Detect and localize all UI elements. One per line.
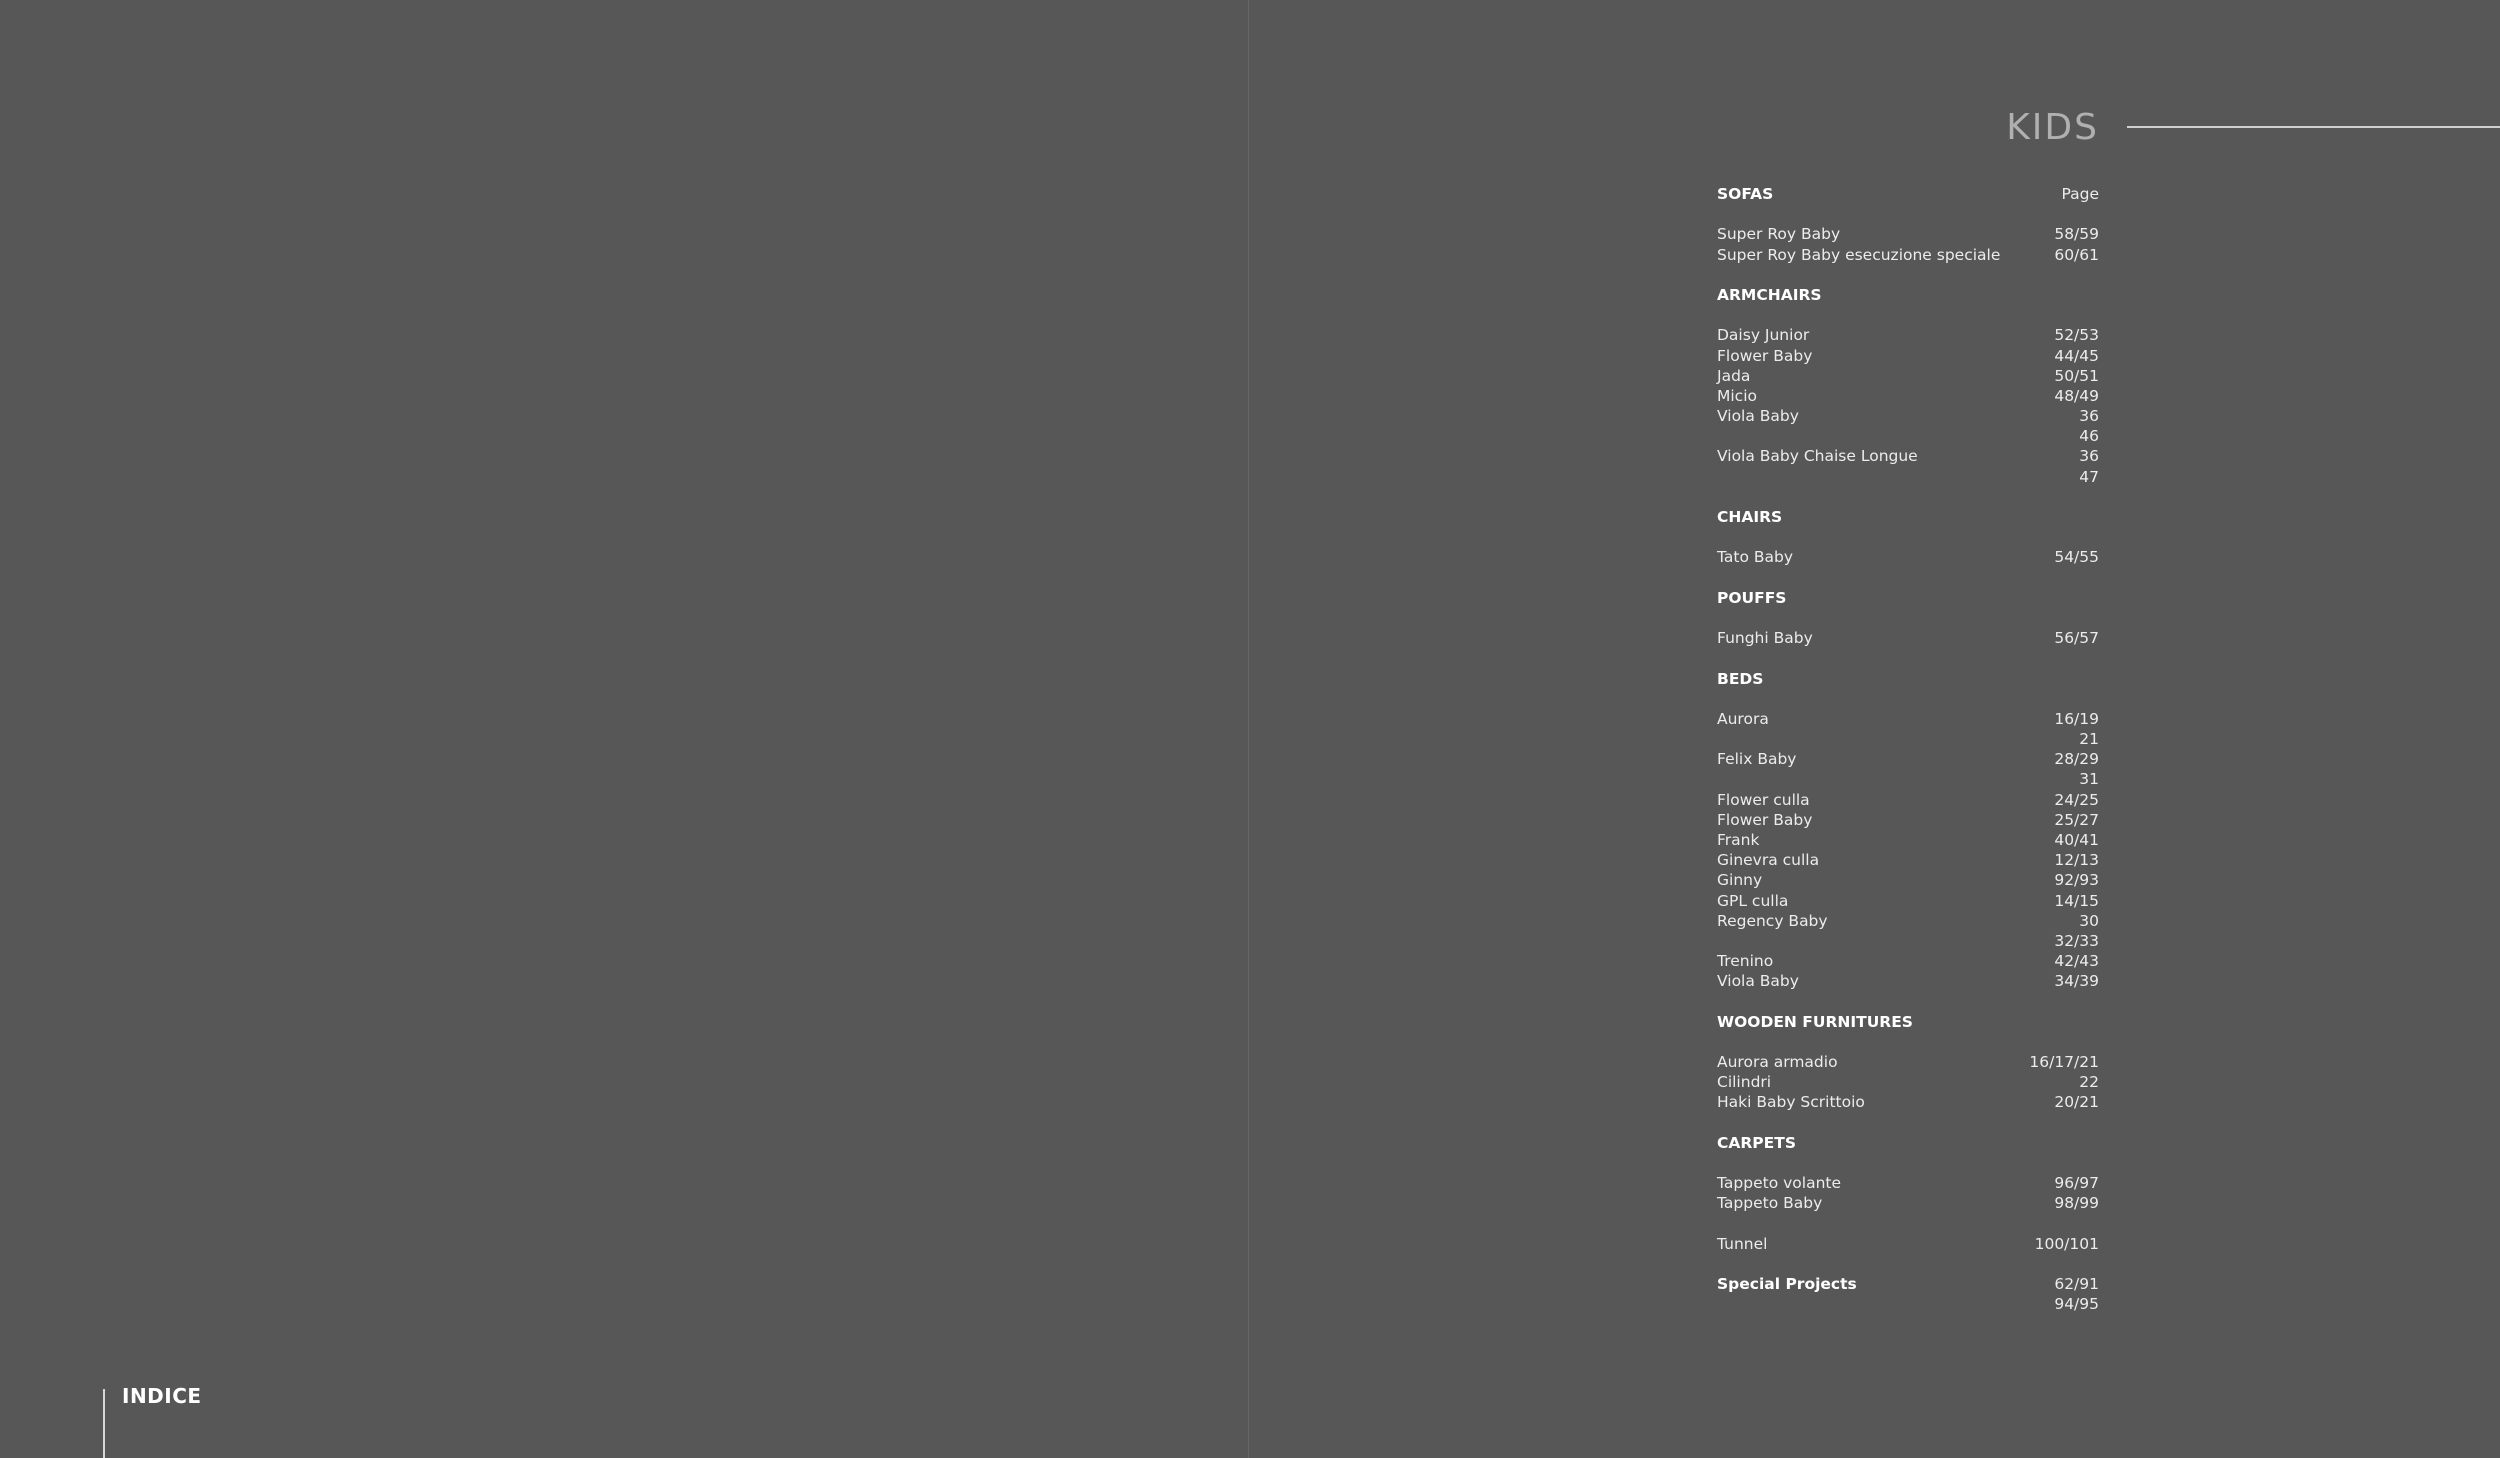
- entry-name: Flower culla: [1717, 790, 1810, 809]
- index-entry-continuation: [1717, 467, 2099, 487]
- entry-page: 21: [2079, 730, 2099, 749]
- entry-page: 42/43: [2054, 952, 2099, 971]
- footer-vertical-rule: [103, 1389, 105, 1458]
- index-entry: [1717, 1052, 2099, 1072]
- index-entry: [1717, 911, 2099, 931]
- entry-name: Viola Baby: [1717, 407, 1799, 426]
- row-spacer: [1717, 608, 2099, 628]
- entry-page: 34/39: [2054, 972, 2099, 991]
- section-heading-row: [1717, 184, 2099, 204]
- entry-name: Regency Baby: [1717, 911, 1828, 930]
- index-entry: [1717, 245, 2099, 265]
- entry-page: 30: [2079, 911, 2099, 930]
- title-rule: [2127, 126, 2500, 128]
- index-entry: [1717, 1092, 2099, 1112]
- entry-page: 20/21: [2054, 1093, 2099, 1112]
- section-spacer: [1717, 648, 2099, 668]
- index-entry: [1717, 709, 2099, 729]
- row-spacer: [1717, 689, 2099, 709]
- index-entry: [1717, 810, 2099, 830]
- entry-name: Jada: [1717, 366, 1751, 385]
- entry-page: 32/33: [2054, 931, 2099, 950]
- section-title: POUFFS: [1717, 588, 1787, 607]
- index-entry-continuation: [1717, 931, 2099, 951]
- index-entry: [1717, 325, 2099, 345]
- entry-page: 98/99: [2054, 1194, 2099, 1213]
- index-entry: [1717, 891, 2099, 911]
- index-entry: [1717, 749, 2099, 769]
- entry-name: Felix Baby: [1717, 750, 1797, 769]
- entry-page: 92/93: [2054, 871, 2099, 890]
- section-heading-row: [1717, 285, 2099, 305]
- entry-name: Ginny: [1717, 871, 1763, 890]
- entry-page: 60/61: [2054, 245, 2099, 264]
- index-entry: [1717, 406, 2099, 426]
- index-entry: [1717, 830, 2099, 850]
- section-spacer: [1717, 992, 2099, 1012]
- index-entry-continuation: [1717, 1294, 2099, 1314]
- entry-page: 16/17/21: [2029, 1053, 2099, 1072]
- entry-name: Super Roy Baby: [1717, 225, 1841, 244]
- section-heading-row: [1717, 1133, 2099, 1153]
- index-entry: [1717, 446, 2099, 466]
- entry-name: Daisy Junior: [1717, 326, 1810, 345]
- entry-page: 12/13: [2054, 851, 2099, 870]
- entry-name: Trenino: [1717, 952, 1774, 971]
- index-entry-continuation: [1717, 426, 2099, 446]
- entry-name: Flower Baby: [1717, 810, 1813, 829]
- section-title: WOODEN FURNITURES: [1717, 1012, 1913, 1031]
- index-entry: [1717, 971, 2099, 991]
- entry-page: 47: [2079, 467, 2099, 486]
- index-entry: [1717, 547, 2099, 567]
- index-entry: [1717, 870, 2099, 890]
- index-entry: [1717, 1274, 2099, 1294]
- entry-page: 58/59: [2054, 225, 2099, 244]
- entry-page: 31: [2079, 770, 2099, 789]
- entry-page: 54/55: [2054, 548, 2099, 567]
- index-entry: [1717, 951, 2099, 971]
- section-title: CHAIRS: [1717, 508, 1783, 526]
- entry-name: GPL culla: [1717, 891, 1789, 910]
- page-title: KIDS: [2006, 107, 2099, 148]
- entry-name: Flower Baby: [1717, 346, 1813, 365]
- section-title: ARMCHAIRS: [1717, 285, 1822, 304]
- index-entry: [1717, 224, 2099, 244]
- entry-page: 48/49: [2054, 386, 2099, 405]
- section-spacer: [1717, 1113, 2099, 1133]
- entry-page: 22: [2079, 1073, 2099, 1092]
- entry-name: Special Projects: [1717, 1275, 1857, 1294]
- entry-page: 56/57: [2054, 629, 2099, 648]
- entry-name: Tappeto Baby: [1717, 1194, 1823, 1213]
- row-spacer: [1717, 527, 2099, 547]
- row-spacer: [1717, 305, 2099, 325]
- entry-name: Ginevra culla: [1717, 851, 1820, 870]
- entry-page: 94/95: [2054, 1295, 2099, 1314]
- entry-name: Tunnel: [1717, 1234, 1768, 1253]
- entry-name: Tato Baby: [1717, 548, 1794, 567]
- index-entry-continuation: [1717, 729, 2099, 749]
- index-entry: [1717, 1234, 2099, 1254]
- section-heading-row: [1717, 507, 2099, 527]
- index-entry: [1717, 1173, 2099, 1193]
- entry-page: 96/97: [2054, 1174, 2099, 1193]
- left-page: [0, 0, 1248, 1458]
- entry-page: 36: [2079, 407, 2099, 426]
- index-entry: [1717, 386, 2099, 406]
- entry-name: Tappeto volante: [1717, 1174, 1841, 1193]
- index-entry-continuation: [1717, 769, 2099, 789]
- row-spacer: [1717, 1153, 2099, 1173]
- section-spacer: [1717, 1214, 2099, 1234]
- section-spacer: [1717, 487, 2099, 507]
- index-entry: [1717, 628, 2099, 648]
- entry-page: 28/29: [2054, 750, 2099, 769]
- row-spacer: [1717, 204, 2099, 224]
- index-list: [1717, 184, 2099, 1315]
- entry-page: 50/51: [2054, 366, 2099, 385]
- index-entry: [1717, 366, 2099, 386]
- entry-page: 16/19: [2054, 709, 2099, 728]
- entry-name: Super Roy Baby esecuzione speciale: [1717, 245, 2001, 264]
- entry-page: 62/91: [2054, 1275, 2099, 1294]
- section-heading-row: [1717, 588, 2099, 608]
- section-title: CARPETS: [1717, 1133, 1796, 1152]
- entry-name: Funghi Baby: [1717, 629, 1813, 648]
- entry-page: 46: [2079, 427, 2099, 446]
- section-title: BEDS: [1717, 669, 1764, 688]
- entry-page: 25/27: [2054, 810, 2099, 829]
- entry-name: Viola Baby Chaise Longue: [1717, 447, 1918, 466]
- entry-page: 36: [2079, 447, 2099, 466]
- footer-section-label: INDICE: [122, 1384, 202, 1408]
- entry-name: Aurora: [1717, 709, 1769, 728]
- section-spacer: [1717, 265, 2099, 285]
- section-title: SOFAS: [1717, 185, 1774, 203]
- section-spacer: [1717, 568, 2099, 588]
- entry-page: 40/41: [2054, 831, 2099, 849]
- index-entry: [1717, 1072, 2099, 1092]
- section-heading-row: [1717, 1012, 2099, 1032]
- entry-name: Frank: [1717, 831, 1760, 849]
- section-spacer: [1717, 1254, 2099, 1274]
- entry-name: Haki Baby Scrittoio: [1717, 1093, 1865, 1112]
- index-entry: [1717, 850, 2099, 870]
- entry-page: 100/101: [2034, 1234, 2099, 1253]
- entry-page: 44/45: [2054, 346, 2099, 365]
- entry-name: Viola Baby: [1717, 972, 1799, 991]
- section-heading-row: [1717, 669, 2099, 689]
- index-entry: [1717, 346, 2099, 366]
- index-entry: [1717, 790, 2099, 810]
- entry-page: 52/53: [2054, 326, 2099, 345]
- entry-name: Micio: [1717, 386, 1757, 405]
- entry-page: 24/25: [2054, 790, 2099, 809]
- index-entry: [1717, 1193, 2099, 1213]
- row-spacer: [1717, 1032, 2099, 1052]
- entry-page: 14/15: [2054, 891, 2099, 910]
- entry-name: Aurora armadio: [1717, 1053, 1838, 1072]
- entry-name: Cilindri: [1717, 1073, 1772, 1092]
- page-column-label: Page: [2061, 185, 2099, 203]
